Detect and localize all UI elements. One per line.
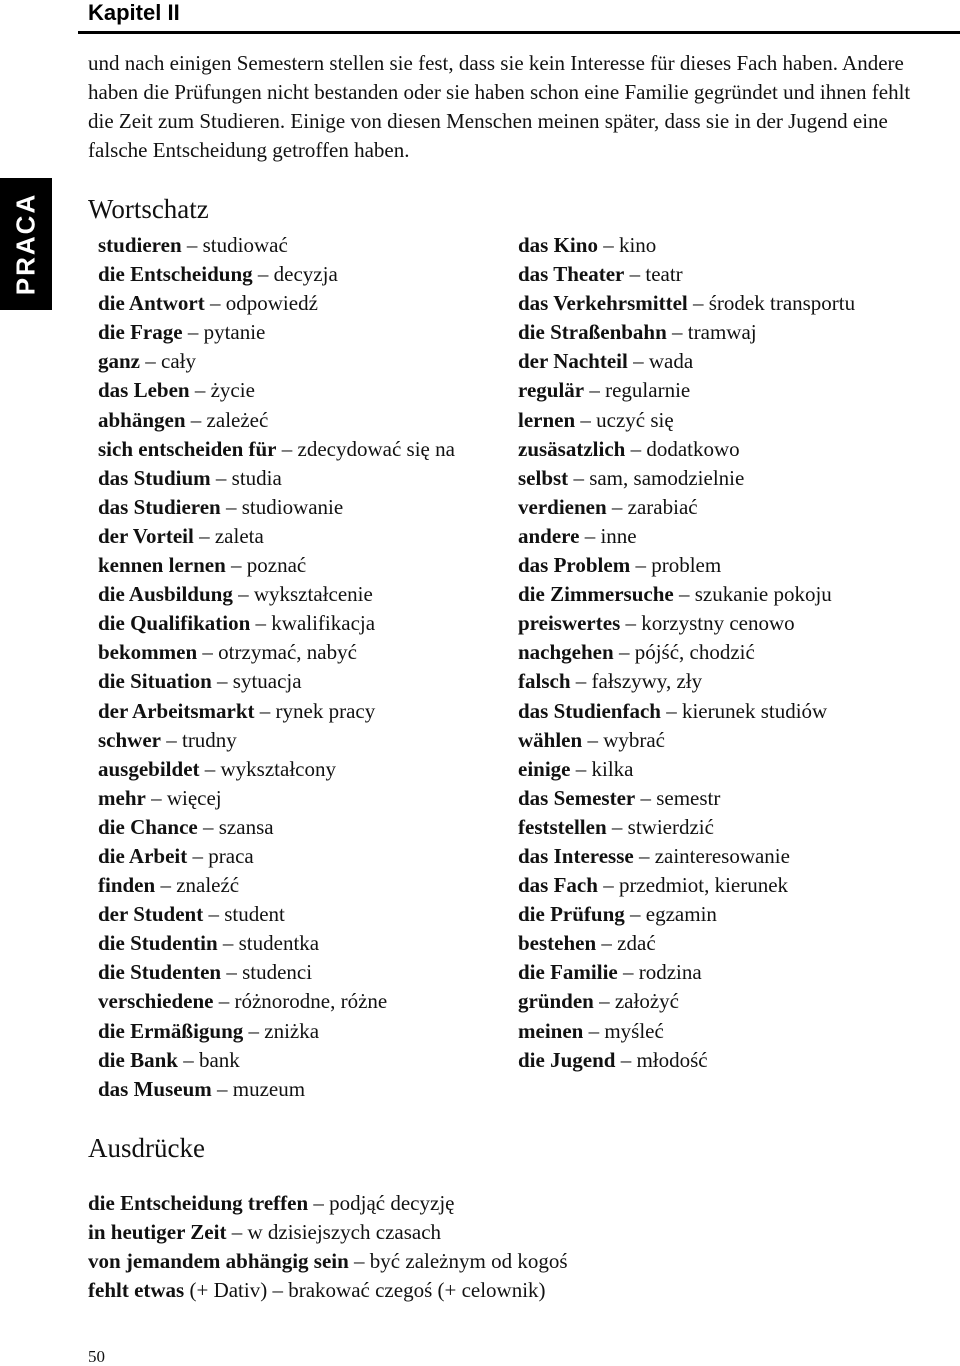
polish-translation: egzamin (645, 902, 717, 927)
vocab-entry: einige – kilka (518, 756, 634, 781)
polish-translation: zarabiać (627, 494, 698, 519)
vocab-entry: schwer – trudny (98, 727, 237, 752)
german-term: die Ausbildung (98, 582, 233, 607)
polish-translation: więcej (166, 785, 222, 810)
german-term: der Nachteil (518, 349, 628, 374)
polish-translation: znaleźć (176, 873, 240, 898)
polish-translation: problem (651, 553, 722, 578)
german-term: die Familie (518, 960, 618, 985)
german-term: von jemandem abhängig sein (88, 1249, 349, 1274)
german-term: bestehen (518, 931, 597, 956)
vocab-entry: die Bank – bank (98, 1047, 240, 1072)
german-term: andere (518, 523, 580, 548)
german-term: die Antwort (98, 291, 205, 316)
polish-translation: wybrać (603, 727, 665, 752)
polish-translation: zdać (617, 931, 656, 956)
polish-translation: kilka (591, 756, 634, 781)
page-number: 50 (88, 1347, 105, 1366)
vocab-entry: die Prüfung – egzamin (518, 902, 717, 927)
polish-translation: rodzina (638, 960, 702, 985)
vocab-entry: das Studienfach – kierunek studiów (518, 698, 828, 723)
vocab-entry: das Leben – życie (98, 378, 255, 403)
polish-translation: myśleć (604, 1018, 664, 1043)
german-term: die Entscheidung (98, 262, 253, 287)
german-term: das Studium (98, 465, 211, 490)
polish-translation: podjąć decyzję (329, 1191, 455, 1215)
german-term: ganz (98, 349, 140, 374)
polish-translation: decyzja (273, 262, 338, 287)
vocab-entry: die Zimmersuche – szukanie pokoju (518, 582, 832, 607)
german-term: meinen (518, 1018, 584, 1043)
german-term: das Interesse (518, 843, 634, 868)
polish-translation: przedmiot, kierunek (618, 873, 789, 898)
vocab-entry: das Problem – problem (518, 553, 722, 578)
vocab-entry: die Frage – pytanie (98, 320, 266, 345)
vocab-entry: der Nachteil – wada (518, 349, 694, 374)
vocab-entry: andere – inne (518, 523, 637, 548)
polish-translation: młodość (636, 1047, 708, 1072)
german-term: schwer (98, 727, 161, 752)
german-term: bekommen (98, 640, 198, 665)
german-term: die Ermäßigung (98, 1018, 244, 1043)
german-term: das Problem (518, 553, 631, 578)
german-term: studieren (98, 233, 182, 257)
vocab-entry: das Studium – studia (98, 465, 282, 490)
grammar-note: (+ Dativ) (189, 1278, 268, 1303)
polish-translation: studentka (238, 931, 320, 956)
polish-translation: tramwaj (687, 320, 757, 345)
vocab-entry: die Familie – rodzina (518, 960, 702, 985)
german-term: falsch (518, 669, 571, 694)
chapter-title: Kapitel II (88, 0, 180, 25)
polish-translation: stwierdzić (627, 814, 714, 839)
german-term: verschiedene (98, 989, 214, 1014)
expressions-heading: Ausdrücke (88, 1133, 205, 1163)
german-term: das Studieren (98, 494, 221, 519)
german-term: das Leben (98, 378, 190, 403)
german-term: die Chance (98, 814, 198, 839)
vocab-entry: in heutiger Zeit – w dzisiejszych czasach (88, 1220, 442, 1245)
polish-translation: sam, samodzielnie (589, 465, 745, 490)
polish-translation: założyć (614, 989, 679, 1014)
polish-translation: trudny (181, 727, 237, 752)
polish-translation: w dzisiejszych czasach (247, 1220, 442, 1245)
german-term: der Vorteil (98, 523, 194, 548)
vocab-entry: die Antwort – odpowiedź (98, 291, 318, 316)
vocab-entry: die Arbeit – praca (98, 843, 254, 868)
vocab-entry: verschiedene – różnorodne, różne (98, 989, 388, 1014)
german-term: einige (518, 756, 571, 781)
polish-translation: różnorodne, różne (234, 989, 388, 1014)
german-term: kennen lernen (98, 553, 226, 578)
polish-translation: teatr (645, 262, 683, 287)
german-term: nachgehen (518, 640, 614, 665)
german-term: finden (98, 873, 156, 898)
vocab-entry: der Vorteil – zaleta (98, 523, 264, 548)
side-tab-label: PRACA (10, 192, 41, 296)
vocab-entry: der Arbeitsmarkt – rynek pracy (98, 698, 376, 723)
german-term: die Frage (98, 320, 183, 345)
polish-translation: zainteresowanie (654, 843, 790, 868)
polish-translation: studenci (242, 960, 313, 985)
german-term: zusäsatzlich (518, 436, 626, 461)
german-term: die Arbeit (98, 843, 188, 868)
vocab-entry: wählen – wybrać (518, 727, 665, 752)
vocab-entry: das Semester – semestr (518, 785, 721, 810)
section-side-tab (0, 178, 52, 310)
german-term: lernen (518, 407, 576, 432)
intro-paragraph: und nach einigen Semestern stellen sie fest, dass sie kein Interesse für dieses Fach haben. Andere haben die Prüfungen nicht bestanden oder sie haben schon eine Familie gegründet und ihnen fehlt die Zeit zum Studieren. Einige von diesen Menschen meinen später, dass sie in der Jugend eine falsche Entscheidung getroffen haben. (88, 51, 911, 162)
vocab-entry: zusäsatzlich – dodatkowo (518, 436, 740, 461)
polish-translation: studia (231, 465, 282, 490)
german-term: die Situation (98, 669, 212, 694)
german-term: in heutiger Zeit (88, 1220, 227, 1245)
vocab-entry: die Ermäßigung – zniżka (98, 1018, 320, 1043)
german-term: die Jugend (518, 1047, 616, 1072)
german-term: die Entscheidung treffen (88, 1191, 309, 1215)
polish-translation: wykształcenie (253, 582, 373, 607)
polish-translation: student (224, 902, 285, 927)
vocab-entry: verdienen – zarabiać (518, 494, 698, 519)
german-term: feststellen (518, 814, 607, 839)
vocab-entry: gründen – założyć (518, 989, 679, 1014)
german-term: der Arbeitsmarkt (98, 698, 255, 723)
vocab-entry: finden – znaleźć (98, 873, 240, 898)
vocab-entry: ganz – cały (98, 349, 196, 374)
vocab-entry: die Studentin – studentka (98, 931, 320, 956)
vocab-entry: die Situation – sytuacja (98, 669, 302, 694)
german-term: selbst (518, 465, 569, 490)
vocabulary-heading: Wortschatz (88, 194, 209, 224)
vocab-entry: falsch – fałszywy, zły (518, 669, 703, 694)
german-term: das Studienfach (518, 698, 661, 723)
german-term: fehlt etwas (88, 1278, 185, 1303)
polish-translation: otrzymać, nabyć (218, 640, 357, 665)
chapter-header (78, 0, 960, 34)
vocab-entry: bestehen – zdać (518, 931, 656, 956)
polish-translation: zaleta (214, 523, 264, 548)
vocab-entry: die Jugend – młodość (518, 1047, 708, 1072)
polish-translation: kierunek studiów (681, 698, 828, 723)
polish-translation: semestr (656, 785, 721, 810)
vocabulary-right-column (518, 231, 855, 1075)
polish-translation: zdecydować się na (297, 436, 455, 461)
vocab-entry: die Ausbildung – wykształcenie (98, 582, 373, 607)
vocab-entry: die Straßenbahn – tramwaj (518, 320, 757, 345)
polish-translation: dodatkowo (646, 436, 740, 461)
polish-translation: wykształcony (220, 756, 336, 781)
german-term: wählen (518, 727, 583, 752)
vocab-entry: das Verkehrsmittel – środek transportu (518, 291, 856, 316)
german-term: die Studenten (98, 960, 222, 985)
polish-translation: praca (208, 843, 254, 868)
german-term: abhängen (98, 407, 186, 432)
vocab-entry: mehr – więcej (98, 785, 222, 810)
vocab-entry: das Interesse – zainteresowanie (518, 843, 790, 868)
expressions-list (88, 1189, 568, 1305)
vocab-entry: die Studenten – studenci (98, 960, 313, 985)
german-term: sich entscheiden für (98, 436, 277, 461)
polish-translation: kwalifikacja (271, 611, 376, 636)
german-term: das Fach (518, 873, 598, 898)
polish-translation: zniżka (264, 1018, 320, 1043)
polish-translation: uczyć się (596, 407, 674, 432)
vocab-entry: das Theater – teatr (518, 262, 683, 287)
vocab-entry: abhängen – zależeć (98, 407, 269, 432)
polish-translation: bank (198, 1047, 240, 1072)
german-term: die Bank (98, 1047, 178, 1072)
polish-translation: odpowiedź (225, 291, 318, 316)
polish-translation: studiowanie (241, 494, 344, 519)
vocab-entry: regulär – regularnie (518, 378, 691, 403)
vocab-entry: sich entscheiden für – zdecydować się na (98, 436, 455, 461)
vocab-entry: selbst – sam, samodzielnie (518, 465, 745, 490)
polish-translation: fałszywy, zły (591, 669, 703, 694)
vocab-entry: die Chance – szansa (98, 814, 274, 839)
polish-translation: cały (161, 349, 196, 374)
polish-translation: szansa (218, 814, 274, 839)
german-term: mehr (98, 785, 146, 810)
vocab-entry: meinen – myśleć (518, 1018, 664, 1043)
german-term: regulär (518, 378, 585, 403)
vocab-entry: studieren – studiować (98, 233, 288, 257)
vocab-entry: die Entscheidung treffen – podjąć decyzję (88, 1191, 455, 1215)
vocab-entry: der Student – student (98, 902, 285, 927)
polish-translation: środek transportu (708, 291, 856, 316)
german-term: preiswertes (518, 611, 621, 636)
german-term: die Straßenbahn (518, 320, 667, 345)
vocab-entry: das Studieren – studiowanie (98, 494, 344, 519)
polish-translation: życie (210, 378, 255, 403)
polish-translation: muzeum (232, 1076, 306, 1101)
polish-translation: zależeć (206, 407, 269, 432)
german-term: die Prüfung (518, 902, 625, 927)
polish-translation: inne (600, 523, 637, 548)
german-term: verdienen (518, 494, 607, 519)
german-term: das Semester (518, 785, 636, 810)
vocab-entry: die Qualifikation – kwalifikacja (98, 611, 376, 636)
vocab-entry: das Kino – kino (518, 233, 657, 257)
polish-translation: być zależnym od kogoś (369, 1249, 568, 1274)
vocab-entry: lernen – uczyć się (518, 407, 674, 432)
polish-translation: szukanie pokoju (694, 582, 832, 607)
german-term: die Qualifikation (98, 611, 251, 636)
polish-translation: sytuacja (232, 669, 302, 694)
vocab-entry: nachgehen – pójść, chodzić (518, 640, 755, 665)
vocab-entry: kennen lernen – poznać (98, 553, 307, 578)
polish-translation: kino (618, 233, 657, 257)
german-term: das Verkehrsmittel (518, 291, 688, 316)
polish-translation: rynek pracy (275, 698, 376, 723)
vocab-entry: das Fach – przedmiot, kierunek (518, 873, 789, 898)
german-term: ausgebildet (98, 756, 200, 781)
polish-translation: regularnie (605, 378, 691, 403)
polish-translation: studiować (202, 233, 288, 257)
vocab-entry: bekommen – otrzymać, nabyć (98, 640, 357, 665)
vocab-entry: fehlt etwas (+ Dativ) – brakować czegoś (+ celownik) (88, 1278, 546, 1303)
polish-translation: brakować czegoś (+ celownik) (288, 1278, 546, 1303)
vocab-entry: ausgebildet – wykształcony (98, 756, 336, 781)
german-term: das Kino (518, 233, 598, 257)
german-term: die Studentin (98, 931, 218, 956)
vocabulary-left-column (98, 231, 455, 1104)
polish-translation: pójść, chodzić (634, 640, 755, 665)
vocab-entry: von jemandem abhängig sein – być zależnym od kogoś (88, 1249, 568, 1274)
vocab-entry: das Museum – muzeum (98, 1076, 306, 1101)
polish-translation: poznać (246, 553, 307, 578)
german-term: der Student (98, 902, 204, 927)
vocab-entry: die Entscheidung – decyzja (98, 262, 338, 287)
german-term: das Museum (98, 1076, 212, 1101)
german-term: das Theater (518, 262, 625, 287)
polish-translation: pytanie (203, 320, 266, 345)
german-term: gründen (518, 989, 594, 1014)
polish-translation: korzystny cenowo (641, 611, 795, 636)
polish-translation: wada (648, 349, 694, 374)
german-term: die Zimmersuche (518, 582, 674, 607)
vocab-entry: preiswertes – korzystny cenowo (518, 611, 795, 636)
vocab-entry: feststellen – stwierdzić (518, 814, 714, 839)
